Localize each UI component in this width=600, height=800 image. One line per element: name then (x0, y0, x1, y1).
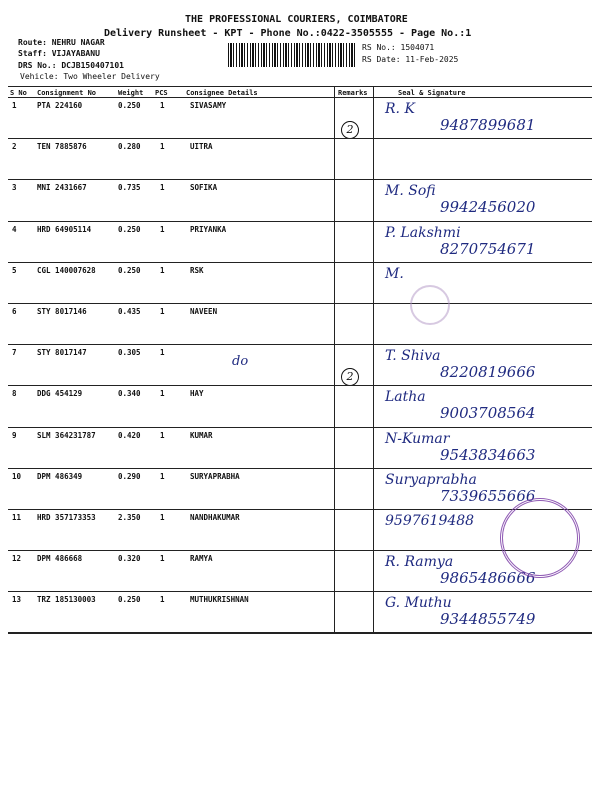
row-consignee: MUTHUKRISHNAN (190, 595, 249, 605)
row-consignee: SOFIKA (190, 183, 218, 193)
company-seal-stamp (500, 498, 580, 578)
row-weight: 0.290 (118, 471, 141, 481)
row-weight: 0.435 (118, 307, 141, 316)
row-weight: 0.250 (118, 101, 141, 110)
row-consignment-no: CGL 140007628 (37, 265, 96, 275)
row-signature: R. K (385, 101, 415, 117)
row-weight: 0.250 (118, 224, 141, 234)
row-pcs: 1 (160, 142, 165, 152)
row-pcs: 1 (160, 471, 165, 481)
row-consignee: HAY (190, 389, 204, 399)
row-consignment-no: HRD 64905114 (37, 224, 92, 234)
col-weight: Weight (118, 89, 144, 97)
row-handwritten-phone: 8270754671 (440, 239, 536, 258)
row-signature: T. Shiva (385, 348, 441, 365)
row-signature: Latha (385, 389, 426, 406)
row-signature: M. (385, 265, 404, 282)
row-consignee: UITRA (190, 142, 213, 152)
row-handwritten-phone: 9865486666 (440, 569, 536, 588)
row-divider (8, 303, 592, 304)
row-weight: 0.420 (118, 430, 141, 440)
row-divider (8, 221, 592, 222)
row-consignee: SURYAPRABHA (190, 471, 240, 481)
row-sno: 1 (12, 101, 17, 110)
staff-label: Staff: VIJAYABANU (18, 49, 100, 58)
row-pcs: 1 (160, 348, 165, 358)
row-divider (8, 344, 592, 345)
ditto-mark: do (232, 354, 249, 369)
row-signature: G. Muthu (385, 595, 452, 612)
col-sno: S No (10, 89, 27, 97)
row-sno: 6 (12, 307, 17, 316)
row-consignment-no: TEN 7885876 (37, 142, 87, 152)
row-sno: 13 (12, 595, 22, 605)
table-header-border (8, 97, 592, 98)
row-consignment-no: HRD 357173353 (37, 513, 96, 522)
row-consignment-no: TRZ 185130003 (37, 595, 96, 605)
row-consignment-no: DDG 454129 (37, 389, 83, 399)
row-consignee: KUMAR (190, 430, 213, 440)
row-handwritten-phone: 9942456020 (440, 198, 536, 217)
row-divider (8, 468, 592, 469)
col-remarks: Remarks (338, 89, 368, 97)
row-divider (8, 633, 592, 634)
row-handwritten-phone: 7339655666 (440, 486, 536, 505)
row-sno: 8 (12, 389, 17, 399)
col-pcs: PCS (155, 89, 168, 97)
row-sno: 9 (12, 430, 17, 440)
col-consignment: Consignment No (37, 89, 97, 97)
row-remark-circled: 2 (341, 368, 359, 386)
row-signature: P. Lakshmi (385, 224, 461, 241)
row-consignee: PRIYANKA (190, 224, 227, 234)
row-sno: 3 (12, 183, 17, 193)
rs-number: RS No.: 1504071 (362, 43, 435, 52)
row-pcs: 1 (160, 307, 165, 316)
row-divider (8, 509, 592, 510)
row-pcs: 1 (160, 224, 165, 234)
row-pcs: 1 (160, 513, 165, 522)
row-remark-circled: 2 (341, 121, 359, 139)
row-weight: 0.340 (118, 389, 141, 399)
row-pcs: 1 (160, 101, 165, 110)
row-consignment-no: PTA 224160 (37, 101, 83, 110)
row-pcs: 1 (160, 389, 165, 399)
row-pcs: 1 (160, 265, 165, 275)
row-signature: N-Kumar (385, 430, 450, 447)
row-handwritten-phone: 8220819666 (440, 363, 536, 382)
row-sno: 12 (12, 554, 22, 564)
row-consignee: RSK (190, 265, 204, 275)
row-pcs: 1 (160, 183, 165, 193)
row-sno: 7 (12, 348, 17, 358)
row-handwritten-phone: 9487899681 (440, 116, 536, 134)
row-sno: 11 (12, 513, 22, 522)
row-weight: 0.320 (118, 554, 141, 564)
row-divider (8, 262, 592, 263)
row-divider (8, 138, 592, 139)
row-pcs: 1 (160, 595, 165, 605)
row-weight: 2.350 (118, 513, 141, 522)
runsheet-subtitle: Delivery Runsheet - KPT - Phone No.:0422-3505555 - Page No.:1 (104, 28, 472, 39)
row-consignment-no: STY 8017146 (37, 307, 87, 316)
row-weight: 0.250 (118, 265, 141, 275)
row-signature: 9597619488 (385, 513, 475, 529)
row-consignee: RAMYA (190, 554, 213, 564)
row-consignment-no: DPM 486349 (37, 471, 83, 481)
drs-label: DRS No.: DCJB150407101 (18, 61, 124, 70)
row-divider (8, 591, 592, 592)
row-handwritten-phone: 9003708564 (440, 404, 536, 423)
col-signature: Seal & Signature (398, 89, 466, 97)
row-consignee: NAVEEN (190, 307, 218, 316)
row-consignment-no: DPM 486668 (37, 554, 83, 564)
row-signature: M. Sofi (385, 183, 436, 200)
row-sno: 2 (12, 142, 17, 152)
row-handwritten-phone: 9344855749 (440, 610, 536, 629)
row-divider (8, 427, 592, 428)
row-pcs: 1 (160, 430, 165, 440)
row-pcs: 1 (160, 554, 165, 564)
row-weight: 0.250 (118, 595, 141, 605)
rs-date: RS Date: 11-Feb-2025 (362, 55, 459, 64)
barcode (228, 43, 356, 67)
row-weight: 0.305 (118, 348, 141, 358)
vehicle-label: Vehicle: Two Wheeler Delivery (20, 72, 160, 81)
row-handwritten-phone: 9543834663 (440, 445, 536, 464)
row-weight: 0.735 (118, 183, 141, 193)
row-consignment-no: MNI 2431667 (37, 183, 87, 193)
faded-seal-stamp (410, 285, 450, 325)
row-consignment-no: STY 8017147 (37, 348, 87, 358)
row-sno: 10 (12, 471, 22, 481)
row-divider (8, 385, 592, 386)
row-sno: 5 (12, 265, 17, 275)
row-signature: Suryaprabha (385, 471, 477, 488)
col-consignee: Consignee Details (186, 89, 258, 97)
row-sno: 4 (12, 224, 17, 234)
row-consignee: SIVASAMY (190, 101, 227, 110)
route-label: Route: NEHRU NAGAR (18, 38, 105, 47)
courier-title: THE PROFESSIONAL COURIERS, COIMBATORE (185, 14, 408, 25)
row-weight: 0.280 (118, 142, 141, 152)
row-consignment-no: SLM 364231787 (37, 430, 96, 440)
row-divider (8, 179, 592, 180)
table-top-border (8, 86, 592, 87)
row-signature: R. Ramya (385, 554, 454, 571)
row-consignee: NANDHAKUMAR (190, 513, 240, 522)
